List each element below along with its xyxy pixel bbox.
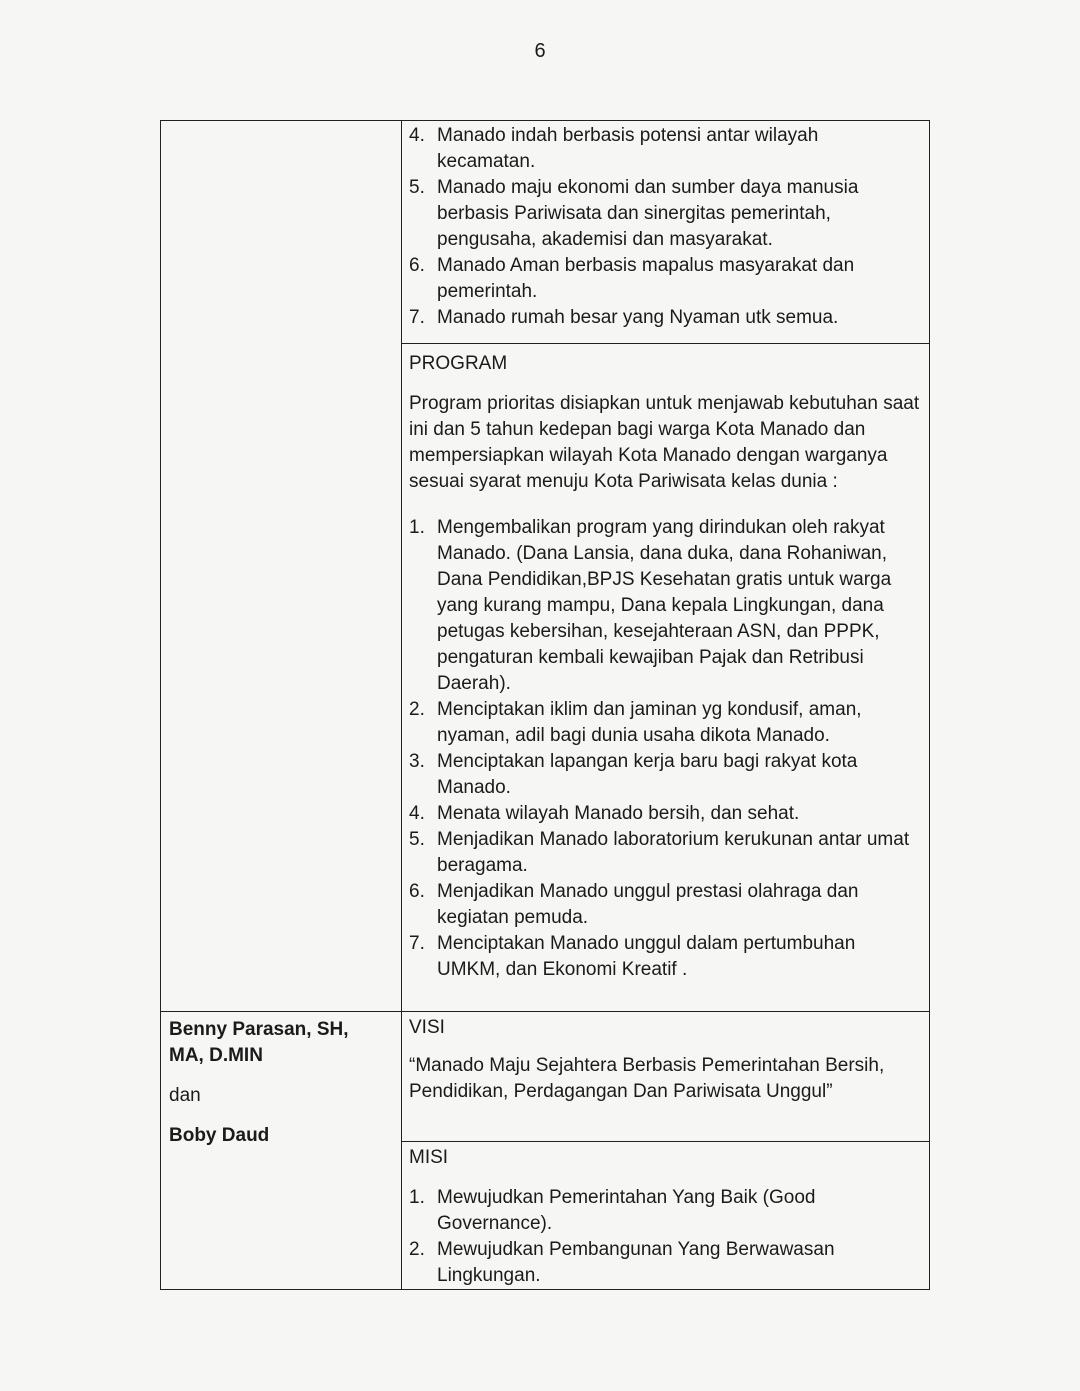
list-item: 2. Menciptakan iklim dan jaminan yg kondusif, aman, nyaman, adil bagi dunia usaha dikota Manado. [409,699,862,746]
candidate-conjunction: dan [169,1085,201,1106]
list-item: 7. Menciptakan Manado unggul dalam pertumbuhan UMKM, dan Ekonomi Kreatif . [409,933,856,980]
visi-section [409,1015,921,1105]
list-item: 7. Manado rumah besar yang Nyaman utk semua. [409,307,839,328]
program-section [409,351,921,983]
candidate-partner: Boby Daud [169,1125,270,1146]
list-item: 5. Menjadikan Manado laboratorium kerukunan antar umat beragama. [409,829,910,876]
list-item: 6. Menjadikan Manado unggul prestasi olahraga dan kegiatan pemuda. [409,881,859,928]
list-item: 2. Mewujudkan Pembangunan Yang Berwawasan Lingkungan. [409,1239,835,1286]
visi-heading: VISI [409,1017,445,1038]
row-divider-candidate [161,1011,929,1012]
misi-section [409,1145,921,1289]
visi-text: “Manado Maju Sejahtera Berbasis Pemerintahan Bersih, Pendidikan, Perdagangan Dan Pariwisata Unggul” [409,1055,885,1102]
list-item: 4. Menata wilayah Manado bersih, dan sehat. [409,803,800,824]
candidate-name-line1: Benny Parasan, SH, [169,1019,349,1040]
candidate-cell [169,1017,394,1149]
document-table [160,120,930,1290]
misi-continuation [409,123,921,331]
list-item: 3. Menciptakan lapangan kerja baru bagi rakyat kota Manado. [409,751,858,798]
candidate-name-line2: MA, D.MIN [169,1045,263,1066]
row-divider-misi [401,1141,929,1142]
list-item: 1. Mewujudkan Pemerintahan Yang Baik (Good Governance). [409,1187,816,1234]
misi-continuation-list [409,123,921,331]
misi-heading: MISI [409,1147,449,1168]
list-item: 4. Manado indah berbasis potensi antar wilayah kecamatan. [409,125,819,172]
program-intro: Program prioritas disiapkan untuk menjawab kebutuhan saat ini dan 5 tahun kedepan bagi warga Kota Manado dan mempersiapkan wilayah Kota Manado dengan warganya sesuai syarat menuju Kota Pariwisata kelas dunia : [409,393,920,492]
list-item: 5. Manado maju ekonomi dan sumber daya manusia berbasis Pariwisata dan sinergitas pemerintah, pengusaha, akademisi dan masyarakat. [409,177,859,250]
list-item: 1. Mengembalikan program yang dirindukan oleh rakyat Manado. (Dana Lansia, dana duka, dana Rohaniwan, Dana Pendidikan,BPJS Kesehatan gratis untuk warga yang kurang mampu, Dana kepala Lingkungan, dana petugas kebersihan, kesejahteraan ASN, dan PPPK, pengaturan kembali kewajiban Pajak dan Retribusi Daerah). [409,517,892,694]
page-number: 6 [534,40,546,62]
row-divider-program [401,343,929,344]
program-list [409,515,921,983]
program-heading: PROGRAM [409,353,508,374]
misi-list [409,1185,921,1289]
list-item: 6. Manado Aman berbasis mapalus masyarakat dan pemerintah. [409,255,855,302]
column-divider [401,121,402,1289]
